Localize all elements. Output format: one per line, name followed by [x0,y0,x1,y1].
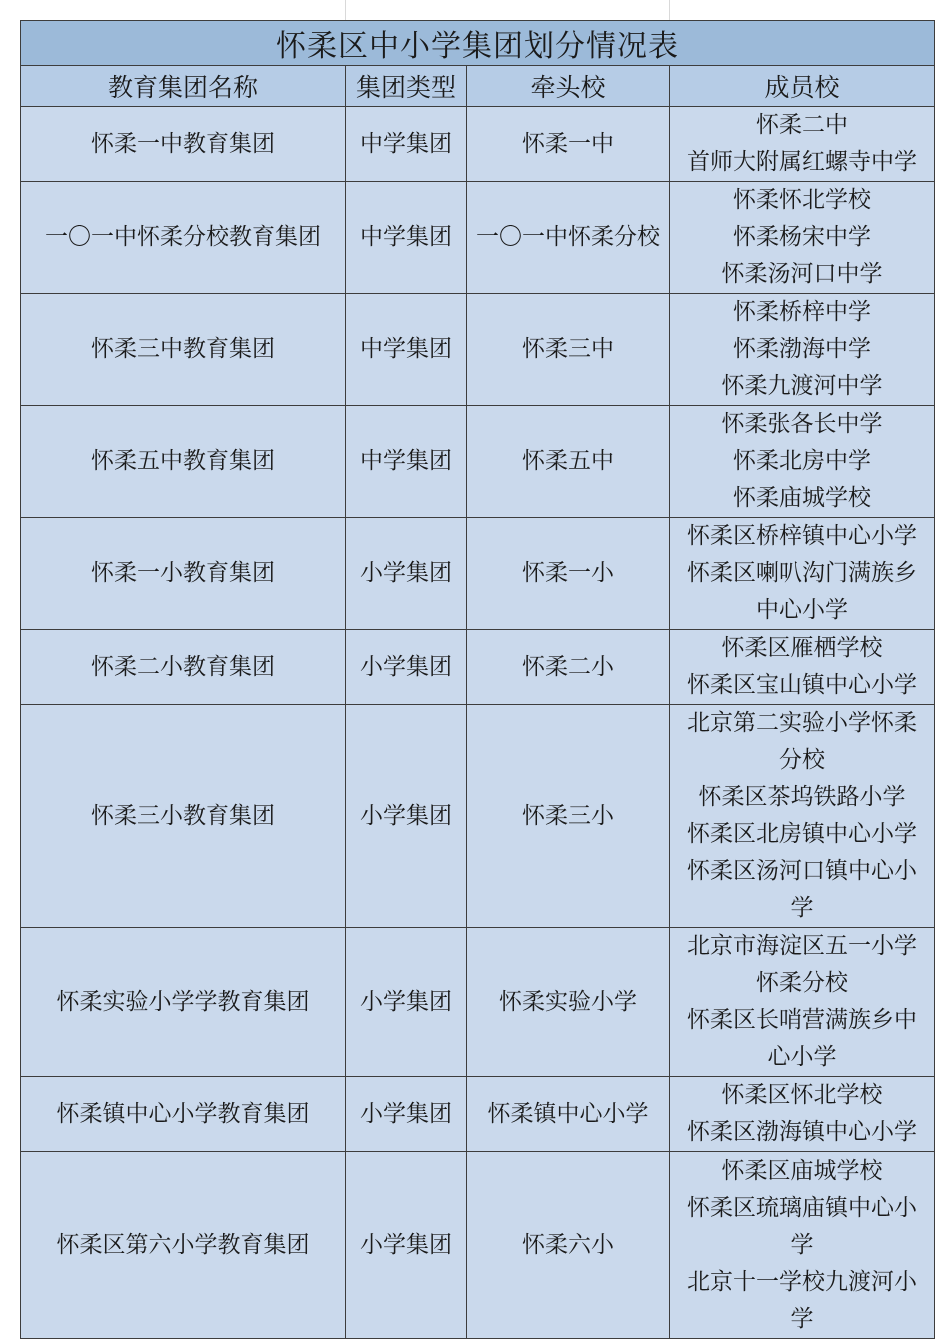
member-school-line: 怀柔九渡河中学 [721,373,883,399]
group-name-cell: 一〇一中怀柔分校教育集团 [21,182,346,294]
group-name-cell: 怀柔一小教育集团 [21,518,346,630]
lead-school-cell: 怀柔一小 [467,518,670,630]
table-row [21,630,935,705]
member-school-line: 怀柔区怀北学校 [721,1082,883,1108]
table-row [21,518,935,630]
table-row [21,294,935,406]
member-school-line: 怀柔分校 [756,970,848,996]
member-school-line: 怀柔桥梓中学 [733,299,871,325]
member-schools-cell [670,630,935,705]
group-type-cell: 小学集团 [346,1077,467,1152]
group-name-cell: 怀柔区第六小学教育集团 [21,1152,346,1339]
member-school-line: 怀柔北房中学 [733,448,871,474]
table-row [21,107,935,182]
member-school-line: 心小学 [767,1044,837,1070]
table-row [21,182,935,294]
lead-school-cell: 怀柔一中 [467,107,670,182]
group-name-cell: 怀柔二小教育集团 [21,630,346,705]
member-school-line: 怀柔区茶坞铁路小学 [698,784,906,810]
member-school-line: 怀柔汤河口中学 [721,261,883,287]
member-schools-cell [670,518,935,630]
member-school-line: 学 [790,1305,814,1332]
group-name-cell: 怀柔三中教育集团 [21,294,346,406]
lead-school-cell: 怀柔实验小学 [467,928,670,1077]
header-group-type: 集团类型 [346,66,467,107]
member-school-line: 怀柔怀北学校 [733,187,871,213]
member-school-line: 分校 [779,747,825,773]
member-school-line: 怀柔二中 [756,112,848,138]
group-type-cell: 小学集团 [346,630,467,705]
table-row [21,928,935,1077]
group-name-cell: 怀柔一中教育集团 [21,107,346,182]
group-type-cell: 中学集团 [346,406,467,518]
member-schools-cell [670,182,935,294]
group-name-cell: 怀柔实验小学学教育集团 [21,928,346,1077]
lead-school-cell: 怀柔三小 [467,705,670,928]
member-school-line: 怀柔区琉璃庙镇中心小 [687,1194,917,1221]
member-school-line: 怀柔区长哨营满族乡中 [687,1007,917,1033]
header-lead-school: 牵头校 [467,66,670,107]
member-schools-cell [670,705,935,928]
lead-school-cell: 怀柔二小 [467,630,670,705]
group-type-cell: 中学集团 [346,294,467,406]
member-school-line: 北京第二实验小学怀柔 [687,710,917,736]
table-title: 怀柔区中小学集团划分情况表 [21,21,935,66]
member-schools-cell [670,928,935,1077]
table-row [21,1077,935,1152]
lead-school-cell: 怀柔六小 [467,1152,670,1339]
lead-school-cell: 怀柔五中 [467,406,670,518]
group-type-cell: 小学集团 [346,928,467,1077]
member-school-line: 怀柔杨宋中学 [733,224,871,250]
group-name-cell: 怀柔镇中心小学教育集团 [21,1077,346,1152]
member-school-line: 怀柔区北房镇中心小学 [687,821,917,847]
member-school-line: 怀柔区桥梓镇中心小学 [687,523,917,549]
member-school-line: 中心小学 [756,597,848,623]
member-school-line: 怀柔区宝山镇中心小学 [687,672,917,698]
member-school-line: 怀柔区庙城学校 [721,1157,883,1184]
member-schools-cell [670,1077,935,1152]
member-school-line: 北京市海淀区五一小学 [687,933,917,959]
member-school-line: 北京十一学校九渡河小 [687,1268,917,1295]
group-name-cell: 怀柔三小教育集团 [21,705,346,928]
member-school-line: 怀柔区汤河口镇中心小 [687,858,917,884]
member-school-line: 首师大附属红螺寺中学 [687,149,917,175]
table-row [21,705,935,928]
header-group-name: 教育集团名称 [21,66,346,107]
group-type-cell: 小学集团 [346,705,467,928]
group-type-cell: 小学集团 [346,518,467,630]
member-schools-cell [670,107,935,182]
member-schools-cell [670,1152,935,1339]
group-name-cell: 怀柔五中教育集团 [21,406,346,518]
member-school-line: 学 [790,895,814,921]
lead-school-cell: 怀柔三中 [467,294,670,406]
member-school-line: 怀柔区喇叭沟门满族乡 [687,560,917,586]
member-schools-cell [670,294,935,406]
group-type-cell: 中学集团 [346,182,467,294]
member-school-line: 怀柔张各长中学 [721,411,883,437]
table-row [21,406,935,518]
header-member-schools: 成员校 [670,66,935,107]
member-school-line: 怀柔区渤海镇中心小学 [687,1119,917,1145]
member-schools-cell [670,406,935,518]
school-group-table [20,20,935,1339]
spreadsheet [20,20,934,1339]
lead-school-cell: 一〇一中怀柔分校 [467,182,670,294]
group-type-cell: 小学集团 [346,1152,467,1339]
member-school-line: 学 [790,1231,814,1258]
group-type-cell: 中学集团 [346,107,467,182]
lead-school-cell: 怀柔镇中心小学 [467,1077,670,1152]
member-school-line: 怀柔渤海中学 [733,336,871,362]
table-row [21,1152,935,1339]
member-school-line: 怀柔庙城学校 [733,485,871,511]
member-school-line: 怀柔区雁栖学校 [721,635,883,661]
